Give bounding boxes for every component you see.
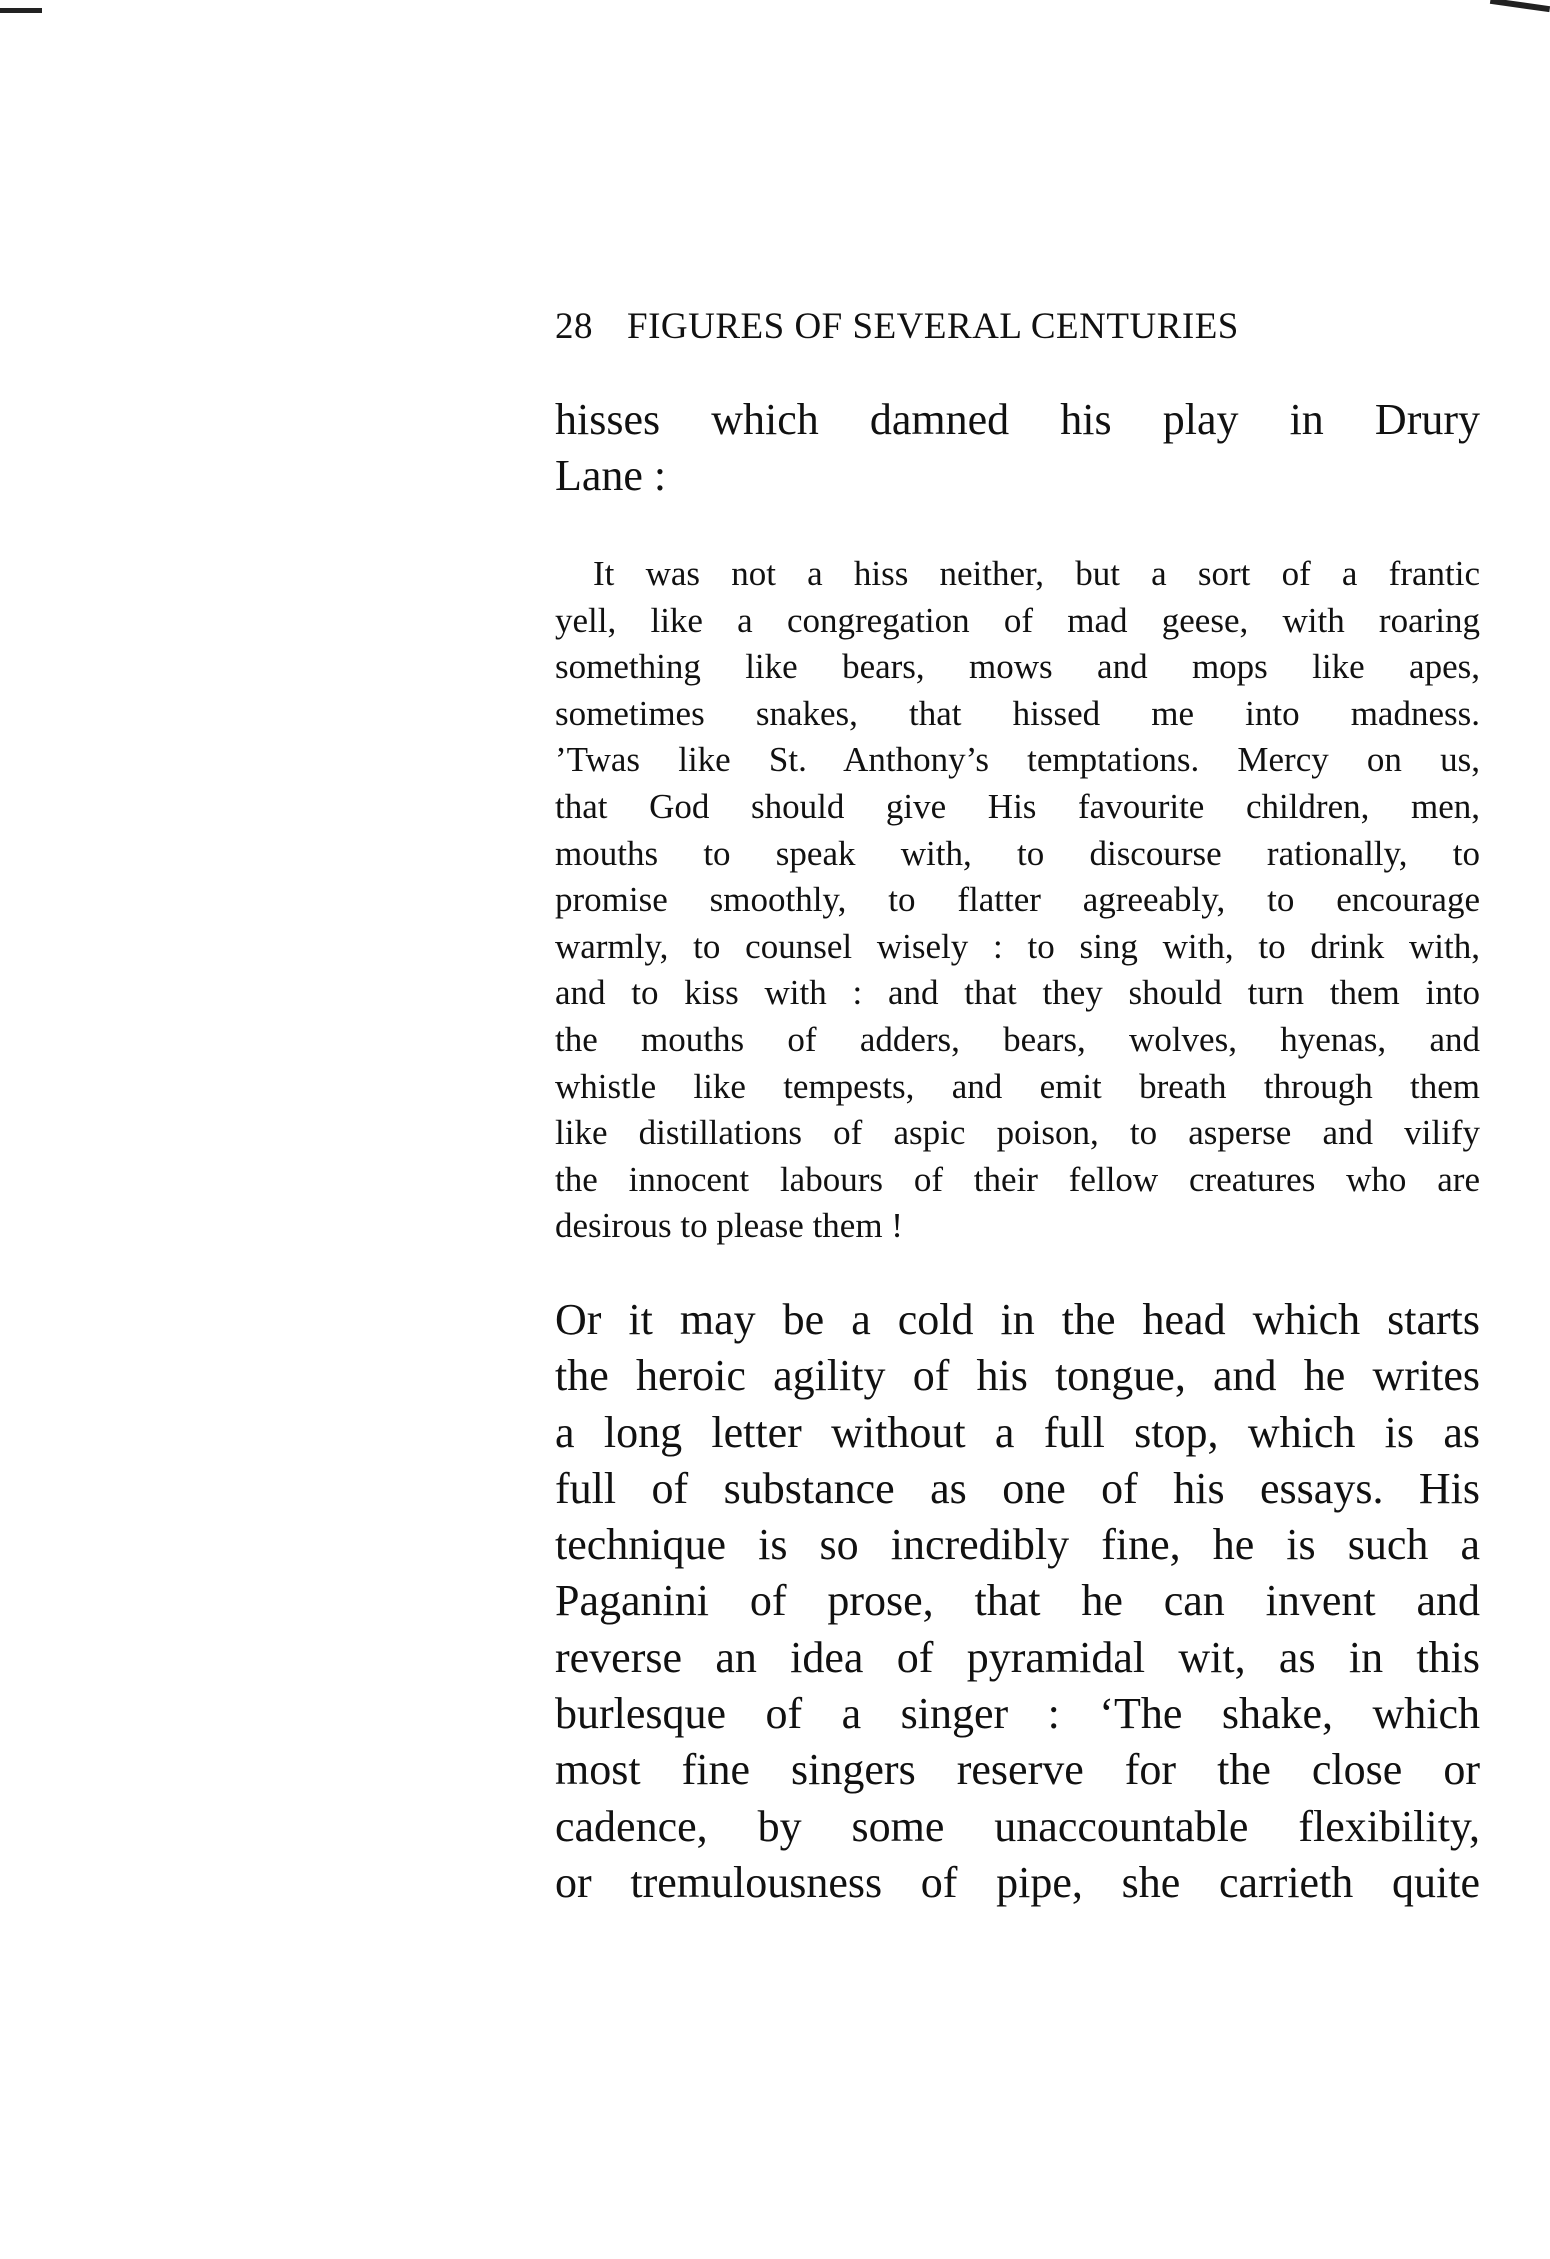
- quote-line: mouths to speak with, to discourse rationally, to: [555, 833, 1480, 873]
- scan-mark-top-right: [1490, 0, 1550, 12]
- quote-line: promise smoothly, to flatter agreeably, to encourage: [555, 880, 1480, 920]
- text-line: most fine singers reserve for the close or: [555, 1745, 1480, 1795]
- text-line: Lane :: [555, 451, 667, 500]
- quote-line: warmly, to counsel wisely : to sing with, to drink with,: [555, 926, 1480, 966]
- quote-line: like distillations of aspic poison, to asperse and vilify: [555, 1113, 1480, 1153]
- quote-line: yell, like a congregation of mad geese, with roaring: [555, 600, 1480, 640]
- text-line: hisses which damned his play in Drury: [555, 395, 1480, 444]
- text-line: a long letter without a full stop, which is as: [555, 1407, 1480, 1457]
- quote-line: ’Twas like St. Anthony’s temptations. Mercy on us,: [555, 740, 1480, 780]
- quote-line: and to kiss with : and that they should turn them into: [555, 973, 1480, 1013]
- running-header: [555, 305, 1440, 348]
- quote-line: that God should give His favourite children, men,: [555, 786, 1480, 826]
- page-number: 28: [555, 306, 593, 347]
- body-paragraph: [555, 1292, 1480, 1911]
- quote-line: the mouths of adders, bears, wolves, hyenas, and: [555, 1019, 1480, 1059]
- text-line: burlesque of a singer : ‘The shake, which: [555, 1689, 1480, 1739]
- text-line: technique is so incredibly fine, he is such a: [555, 1520, 1480, 1570]
- lead-text: [555, 392, 1480, 504]
- text-line: Or it may be a cold in the head which starts: [555, 1295, 1480, 1344]
- scan-mark-top-left: [0, 8, 42, 13]
- quote-line: whistle like tempests, and emit breath through them: [555, 1066, 1480, 1106]
- block-quote: [555, 551, 1480, 1250]
- text-line: full of substance as one of his essays. His: [555, 1463, 1480, 1513]
- quote-line: sometimes snakes, that hissed me into madness.: [555, 693, 1480, 733]
- text-line: the heroic agility of his tongue, and he writes: [555, 1351, 1480, 1401]
- text-line: reverse an idea of pyramidal wit, as in this: [555, 1632, 1480, 1682]
- text-line: cadence, by some unaccountable flexibility,: [555, 1801, 1480, 1851]
- quote-line: desirous to please them !: [555, 1206, 903, 1246]
- quote-line: the innocent labours of their fellow creatures who are: [555, 1159, 1480, 1199]
- quote-line: something like bears, mows and mops like apes,: [555, 647, 1480, 687]
- running-title: FIGURES OF SEVERAL CENTURIES: [627, 306, 1239, 347]
- quote-line: It was not a hiss neither, but a sort of a frantic: [593, 554, 1480, 593]
- text-line: or tremulousness of pipe, she carrieth quite: [555, 1857, 1480, 1907]
- text-line: Paganini of prose, that he can invent and: [555, 1576, 1480, 1626]
